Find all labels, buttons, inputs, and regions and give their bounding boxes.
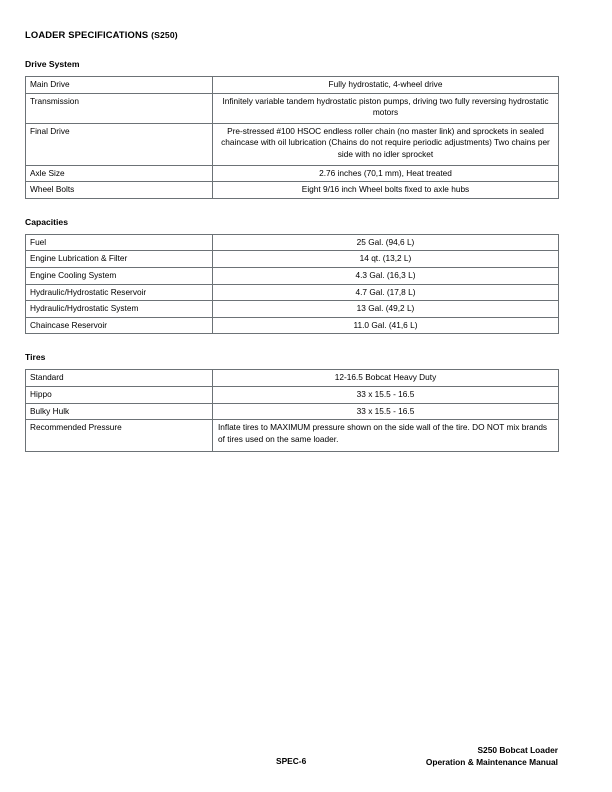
row-label: Transmission (26, 93, 213, 123)
row-label: Hydraulic/Hydrostatic Reservoir (26, 284, 213, 301)
row-value: Pre-stressed #100 HSOC endless roller chain (no master link) and sprockets in sealed chaincase with oil lubrication (Chains do not require periodic adjustments) Two chains per side with no idler sprocket (213, 123, 559, 165)
row-label: Engine Cooling System (26, 267, 213, 284)
section-heading-capacities: Capacities (25, 216, 68, 227)
row-label: Wheel Bolts (26, 182, 213, 199)
table-tires (25, 369, 559, 452)
section-heading-drive-system: Drive System (25, 59, 80, 69)
spacer (25, 199, 559, 217)
table-row (26, 370, 559, 387)
row-label: Main Drive (26, 77, 213, 94)
row-label: Hydraulic/Hydrostatic System (26, 301, 213, 318)
table-row (26, 182, 559, 199)
row-value: 33 x 15.5 - 16.5 (213, 386, 559, 403)
row-label: Engine Lubrication & Filter (26, 251, 213, 268)
row-value: 12-16.5 Bobcat Heavy Duty (213, 370, 559, 387)
footer-page-number: SPEC-6 (276, 756, 307, 766)
row-label: Hippo (26, 386, 213, 403)
row-label: Chaincase Reservoir (26, 317, 213, 334)
footer-manual-line-1: S250 Bobcat Loader (477, 745, 558, 755)
table-row (26, 317, 559, 334)
table-row (26, 123, 559, 165)
row-value: Fully hydrostatic, 4-wheel drive (213, 77, 559, 94)
page-title-model: (S250) (151, 30, 178, 40)
row-label: Bulky Hulk (26, 403, 213, 420)
page-title-text: LOADER SPECIFICATIONS (25, 29, 149, 40)
table-row (26, 234, 559, 251)
table-row (26, 267, 559, 284)
row-label: Final Drive (26, 123, 213, 165)
row-value: 33 x 15.5 - 16.5 (213, 403, 559, 420)
row-value: 13 Gal. (49,2 L) (213, 301, 559, 318)
row-label: Recommended Pressure (26, 420, 213, 452)
row-label: Axle Size (26, 165, 213, 182)
row-value: 11.0 Gal. (41,6 L) (213, 317, 559, 334)
spacer (25, 41, 559, 59)
row-value: 14 qt. (13,2 L) (213, 251, 559, 268)
footer-manual-line-2: Operation & Maintenance Manual (425, 757, 558, 767)
table-row (26, 420, 559, 452)
page-footer (0, 742, 612, 772)
table-row (26, 93, 559, 123)
table-row (26, 284, 559, 301)
row-value: 25 Gal. (94,6 L) (213, 234, 559, 251)
table-row (26, 386, 559, 403)
spacer (25, 334, 559, 352)
table-row (26, 251, 559, 268)
section-heading-tires: Tires (25, 352, 46, 363)
row-label: Fuel (26, 234, 213, 251)
page-title (25, 29, 559, 41)
row-label: Standard (26, 370, 213, 387)
table-row (26, 301, 559, 318)
row-value: Infinitely variable tandem hydrostatic piston pumps, driving two fully reversing hydrostatic motors (213, 93, 559, 123)
row-value: 4.7 Gal. (17,8 L) (213, 284, 559, 301)
table-drive-system (25, 76, 559, 199)
row-value: 2.76 inches (70,1 mm), Heat treated (213, 165, 559, 182)
row-value: Inflate tires to MAXIMUM pressure shown on the side wall of the tire. DO NOT mix brands of tires used on the same loader. (213, 420, 559, 452)
footer-manual-info (426, 744, 558, 768)
table-row (26, 165, 559, 182)
table-row (26, 77, 559, 94)
table-capacities (25, 234, 559, 335)
row-value: 4.3 Gal. (16,3 L) (213, 267, 559, 284)
page-content (25, 29, 559, 452)
row-value: Eight 9/16 inch Wheel bolts fixed to axle hubs (213, 182, 559, 199)
table-row (26, 403, 559, 420)
